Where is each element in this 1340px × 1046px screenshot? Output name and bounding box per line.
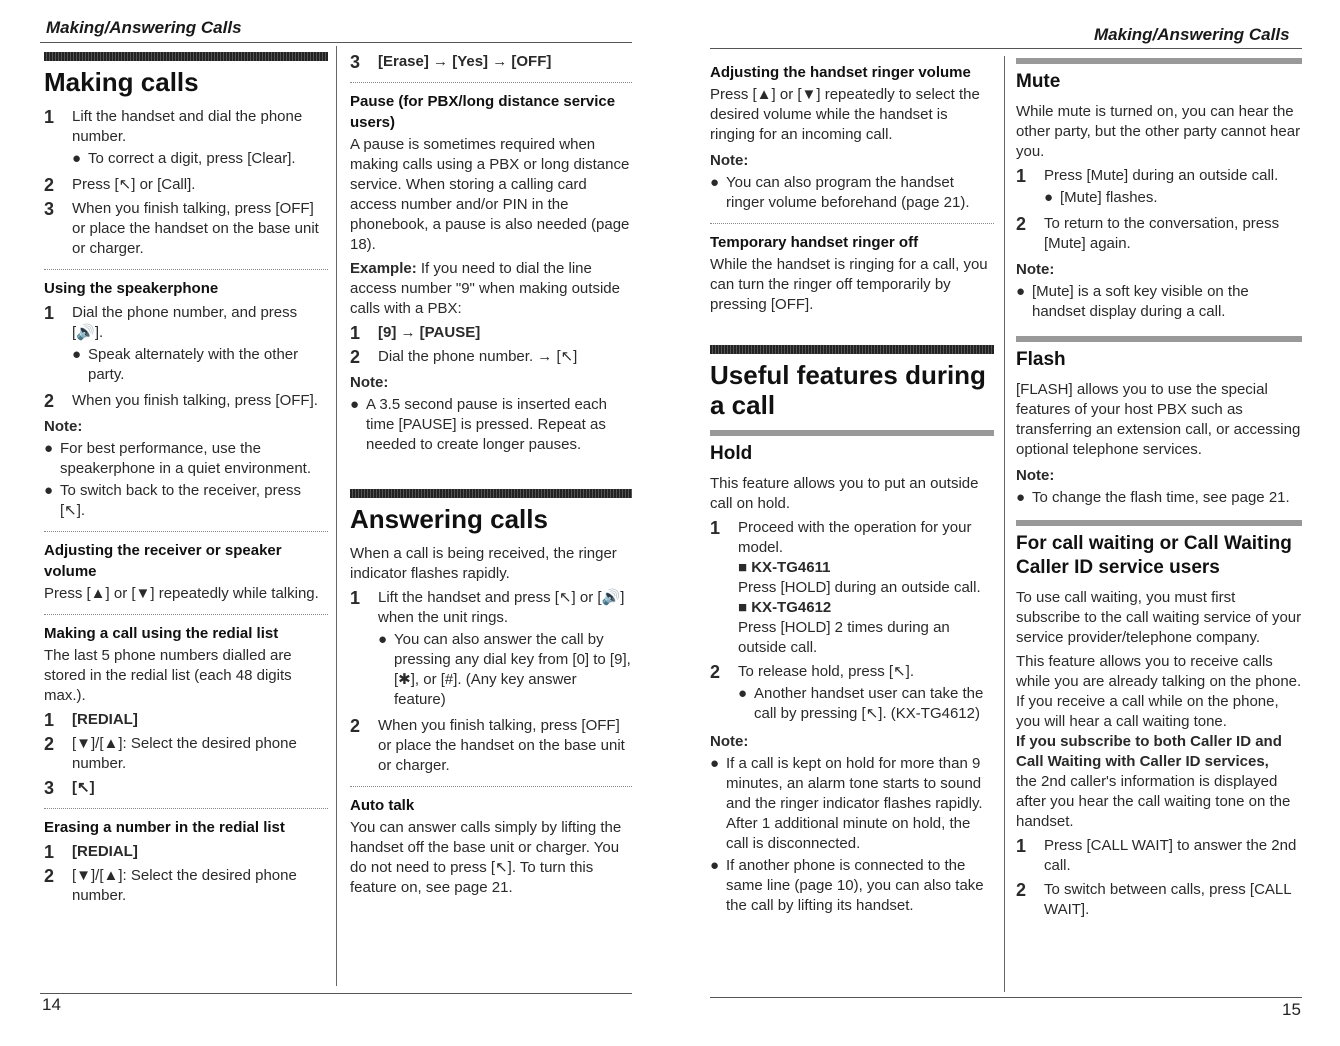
step-text: To switch between calls, press [CALL WAIT]. bbox=[1044, 881, 1292, 918]
step-3 bbox=[44, 199, 328, 259]
note-item: ● [Mute] is a soft key visible on the handset display during a call. bbox=[1016, 282, 1302, 322]
step-number: 1 bbox=[1016, 166, 1027, 186]
step-2 bbox=[1016, 214, 1302, 254]
header-rule-left bbox=[40, 42, 632, 43]
header-rule-right bbox=[710, 48, 1302, 49]
hold-title: Hold bbox=[710, 443, 753, 464]
model-text: Press [HOLD] 2 times during an outside call. bbox=[738, 619, 950, 656]
callwait-bold-text: If you subscribe to both Caller ID and Call Waiting with Caller ID services, bbox=[1016, 733, 1282, 770]
note-label: Note: bbox=[1016, 467, 1055, 484]
step-text: Dial the phone number, and press [🔊]. bbox=[72, 304, 298, 341]
step-text: [▼]/[▲]: Select the desired phone number. bbox=[72, 867, 297, 904]
callwait-text-3: the 2nd caller's information is displayed after you hear the call waiting tone on the handset. bbox=[1016, 773, 1291, 830]
step-1 bbox=[1016, 166, 1302, 210]
mute-text: While mute is turned on, you can hear the other party, but the other party cannot hear you. bbox=[1016, 103, 1301, 160]
pause-example bbox=[350, 259, 632, 319]
callwait-text-1: To use call waiting, you must first subscribe to the call waiting service of your service provider/telephone company. bbox=[1016, 589, 1302, 646]
bullet-item: ● Speak alternately with the other party. bbox=[72, 345, 328, 385]
subsection-bar bbox=[710, 430, 994, 436]
subsection-bar bbox=[1016, 58, 1302, 64]
step-text: Press [Mute] during an outside call. bbox=[1044, 167, 1279, 184]
note-item: ● If another phone is connected to the same line (page 10), you can also take the call by lifting its handset. bbox=[710, 856, 994, 916]
step-number: 1 bbox=[1016, 836, 1027, 856]
model-label: ■ KX-TG4611 bbox=[738, 559, 831, 576]
section-bar bbox=[710, 345, 994, 354]
column-divider bbox=[1004, 56, 1005, 992]
useful-features-title: Useful features during a call bbox=[710, 360, 986, 420]
bullet-text: To correct a digit, press [Clear]. bbox=[88, 150, 296, 167]
callwait-title: For call waiting or Call Waiting Caller ID service users bbox=[1016, 533, 1292, 578]
note-item: ● You can also program the handset ringer volume beforehand (page 21). bbox=[710, 173, 994, 213]
step-number: 1 bbox=[710, 518, 721, 538]
divider bbox=[44, 531, 328, 532]
step-text: When you finish talking, press [OFF] or place the handset on the base unit or charger. bbox=[378, 717, 625, 774]
step-number: 1 bbox=[44, 107, 55, 127]
step-text: To release hold, press [↖]. bbox=[738, 663, 914, 680]
ringer-volume-title: Adjusting the handset ringer volume bbox=[710, 64, 971, 81]
step-1 bbox=[44, 303, 328, 387]
step-1 bbox=[44, 842, 328, 862]
mute-title: Mute bbox=[1016, 71, 1061, 92]
divider bbox=[44, 808, 328, 809]
section-bar bbox=[350, 489, 632, 498]
answering-calls-title: Answering calls bbox=[350, 504, 548, 534]
page-header-right: Making/Answering Calls bbox=[1094, 25, 1290, 44]
note-item: ● A 3.5 second pause is inserted each time [PAUSE] is pressed. Repeat as needed to create longer pauses. bbox=[350, 395, 632, 455]
step-number: 2 bbox=[44, 391, 55, 411]
step-2 bbox=[44, 175, 328, 195]
page-header-left: Making/Answering Calls bbox=[46, 18, 242, 37]
step-text: When you finish talking, press [OFF]. bbox=[72, 392, 318, 409]
note-label: Note: bbox=[350, 374, 389, 391]
note-text: For best performance, use the speakerphone in a quiet environment. bbox=[60, 440, 312, 477]
ringer-off-text: While the handset is ringing for a call, you can turn the ringer off temporarily by pressing [OFF]. bbox=[710, 256, 988, 313]
step-text: Lift the handset and press [↖] or [🔊] when the unit rings. bbox=[378, 589, 625, 626]
step-text: Dial the phone number. → [↖] bbox=[378, 348, 578, 365]
bullet-item: ● To correct a digit, press [Clear]. bbox=[72, 150, 296, 167]
redial-title: Making a call using the redial list bbox=[44, 625, 279, 642]
step-3 bbox=[44, 778, 328, 798]
step-number: 2 bbox=[350, 347, 361, 367]
step-number: 1 bbox=[44, 842, 55, 862]
step-1 bbox=[350, 588, 632, 712]
subsection-bar bbox=[1016, 520, 1302, 526]
example-text: If you need to dial the line access number "9" when making outside calls with a PBX: bbox=[350, 260, 620, 317]
bullet-item: ● [Mute] flashes. bbox=[1044, 189, 1158, 206]
pause-text: A pause is sometimes required when making calls using a PBX or long distance service. When storing a calling card access number and/or PIN in the phonebook, a pause is also needed (page 18). bbox=[350, 136, 630, 253]
footer-rule-right bbox=[710, 997, 1302, 998]
step-number: 2 bbox=[44, 734, 55, 754]
step-text: When you finish talking, press [OFF] or place the handset on the base unit or charger. bbox=[72, 200, 319, 257]
left-column-2 bbox=[350, 48, 632, 902]
step-text: Press [↖] or [Call]. bbox=[72, 176, 196, 193]
step-number: 1 bbox=[44, 303, 55, 323]
section-bar bbox=[44, 52, 328, 61]
note-label: Note: bbox=[44, 418, 83, 435]
step-1 bbox=[350, 323, 632, 343]
example-label: Example: bbox=[350, 260, 417, 277]
divider bbox=[350, 82, 632, 83]
step-2 bbox=[710, 662, 994, 726]
volume-text: Press [▲] or [▼] repeatedly while talking. bbox=[44, 585, 319, 602]
volume-title: Adjusting the receiver or speaker volume bbox=[44, 542, 282, 580]
erasing-title: Erasing a number in the redial list bbox=[44, 819, 285, 836]
step-number: 1 bbox=[350, 323, 361, 343]
step-1 bbox=[44, 107, 328, 171]
step-text: [▼]/[▲]: Select the desired phone number. bbox=[72, 735, 297, 772]
step-number: 3 bbox=[44, 778, 55, 798]
step-1 bbox=[1016, 836, 1302, 876]
callwait-text-2: This feature allows you to receive calls while you are already talking on the phone. If you receive a call while on the phone, you will hear a call waiting tone. bbox=[1016, 653, 1302, 730]
step-number: 2 bbox=[1016, 880, 1027, 900]
page-number-right: 15 bbox=[1282, 1000, 1301, 1019]
note-text: If another phone is connected to the same line (page 10), you can also take the call by lifting its handset. bbox=[726, 857, 984, 914]
redial-text: The last 5 phone numbers dialled are stored in the redial list (each 48 digits max.). bbox=[44, 647, 292, 704]
divider bbox=[710, 223, 994, 224]
step-1 bbox=[44, 710, 328, 730]
step-number: 1 bbox=[44, 710, 55, 730]
note-item: ● To switch back to the receiver, press [↖]. bbox=[44, 481, 328, 521]
step-2 bbox=[1016, 880, 1302, 920]
note-item: ● For best performance, use the speakerphone in a quiet environment. bbox=[44, 439, 328, 479]
step-text: [REDIAL] bbox=[72, 843, 138, 860]
page-number-left: 14 bbox=[42, 995, 61, 1014]
step-text: Proceed with the operation for your model. bbox=[738, 519, 972, 556]
note-text: [Mute] is a soft key visible on the handset display during a call. bbox=[1032, 283, 1249, 320]
note-item: ● To change the flash time, see page 21. bbox=[1016, 489, 1290, 506]
step-2 bbox=[44, 734, 328, 774]
footer-rule-left bbox=[40, 993, 632, 994]
bullet-text: [Mute] flashes. bbox=[1060, 189, 1158, 206]
pause-title: Pause (for PBX/long distance service users) bbox=[350, 93, 616, 131]
bullet-text: Speak alternately with the other party. bbox=[88, 346, 299, 383]
step-2 bbox=[350, 716, 632, 776]
note-text: If a call is kept on hold for more than 9 minutes, an alarm tone starts to sound and the ringer indicator flashes rapidly. After 1 additional minute on hold, the call is disconnected. bbox=[726, 755, 983, 852]
step-3 bbox=[350, 52, 632, 72]
step-number: 3 bbox=[350, 52, 361, 72]
step-2 bbox=[44, 391, 328, 411]
step-text: [Erase] → [Yes] → [OFF] bbox=[378, 53, 552, 70]
model-label: ■ KX-TG4612 bbox=[738, 599, 832, 616]
flash-text: [FLASH] allows you to use the special features of your host PBX such as transferring an extension call, or accessing optional telephone services. bbox=[1016, 381, 1301, 458]
note-text: You can also program the handset ringer volume beforehand (page 21). bbox=[726, 174, 970, 211]
bullet-text: You can also answer the call by pressing any dial key from [0] to [9], [✱], or [#]. (Any key answer feature) bbox=[394, 631, 631, 708]
flash-title: Flash bbox=[1016, 349, 1066, 370]
note-label: Note: bbox=[1016, 261, 1055, 278]
hold-text: This feature allows you to put an outside call on hold. bbox=[710, 475, 979, 512]
step-number: 2 bbox=[44, 175, 55, 195]
note-text: To change the flash time, see page 21. bbox=[1032, 489, 1290, 506]
autotalk-text: You can answer calls simply by lifting the handset off the base unit or charger. You do not need to press [↖]. To turn this feature on, see page 21. bbox=[350, 819, 622, 896]
note-label: Note: bbox=[710, 733, 749, 750]
step-number: 1 bbox=[350, 588, 361, 608]
answering-intro: When a call is being received, the ringer indicator flashes rapidly. bbox=[350, 545, 617, 582]
step-text: [↖] bbox=[72, 779, 95, 796]
step-number: 2 bbox=[1016, 214, 1027, 234]
autotalk-title: Auto talk bbox=[350, 797, 415, 814]
step-number: 2 bbox=[350, 716, 361, 736]
column-divider bbox=[336, 46, 337, 986]
ringer-volume-text: Press [▲] or [▼] repeatedly to select the desired volume while the handset is ringing for an incoming call. bbox=[710, 86, 980, 143]
note-item: ● If a call is kept on hold for more than 9 minutes, an alarm tone starts to sound and the ringer indicator flashes rapidly. After 1 additional minute on hold, the call is disconnected. bbox=[710, 754, 994, 854]
step-text: [REDIAL] bbox=[72, 711, 138, 728]
step-number: 2 bbox=[710, 662, 721, 682]
speakerphone-title: Using the speakerphone bbox=[44, 280, 219, 297]
bullet-item: ● You can also answer the call by pressing any dial key from [0] to [9], [✱], or [#]. (Any key answer feature) bbox=[378, 631, 631, 708]
subsection-bar bbox=[1016, 336, 1302, 342]
divider bbox=[350, 786, 632, 787]
bullet-item: ● Another handset user can take the call by pressing [↖]. (KX-TG4612) bbox=[738, 684, 994, 724]
step-text: Press [CALL WAIT] to answer the 2nd call. bbox=[1044, 837, 1297, 874]
step-number: 3 bbox=[44, 199, 55, 219]
step-text: Lift the handset and dial the phone number. bbox=[72, 108, 303, 145]
step-2 bbox=[350, 347, 632, 367]
bullet-text: Another handset user can take the call by pressing [↖]. (KX-TG4612) bbox=[754, 685, 984, 722]
left-column-1 bbox=[44, 52, 328, 910]
divider bbox=[44, 614, 328, 615]
divider bbox=[44, 269, 328, 270]
step-text: [9] → [PAUSE] bbox=[378, 324, 481, 341]
step-number: 2 bbox=[44, 866, 55, 886]
note-label: Note: bbox=[710, 152, 749, 169]
step-text: To return to the conversation, press [Mute] again. bbox=[1044, 215, 1280, 252]
step-1 bbox=[710, 518, 994, 658]
right-column-1 bbox=[710, 62, 994, 918]
model-text: Press [HOLD] during an outside call. bbox=[738, 579, 981, 596]
step-2 bbox=[44, 866, 328, 906]
note-text: To switch back to the receiver, press [↖]. bbox=[60, 482, 301, 519]
ringer-off-title: Temporary handset ringer off bbox=[710, 234, 919, 251]
right-column-2 bbox=[1016, 58, 1302, 924]
making-calls-title: Making calls bbox=[44, 67, 199, 97]
note-text: A 3.5 second pause is inserted each time [PAUSE] is pressed. Repeat as needed to create longer pauses. bbox=[366, 396, 607, 453]
